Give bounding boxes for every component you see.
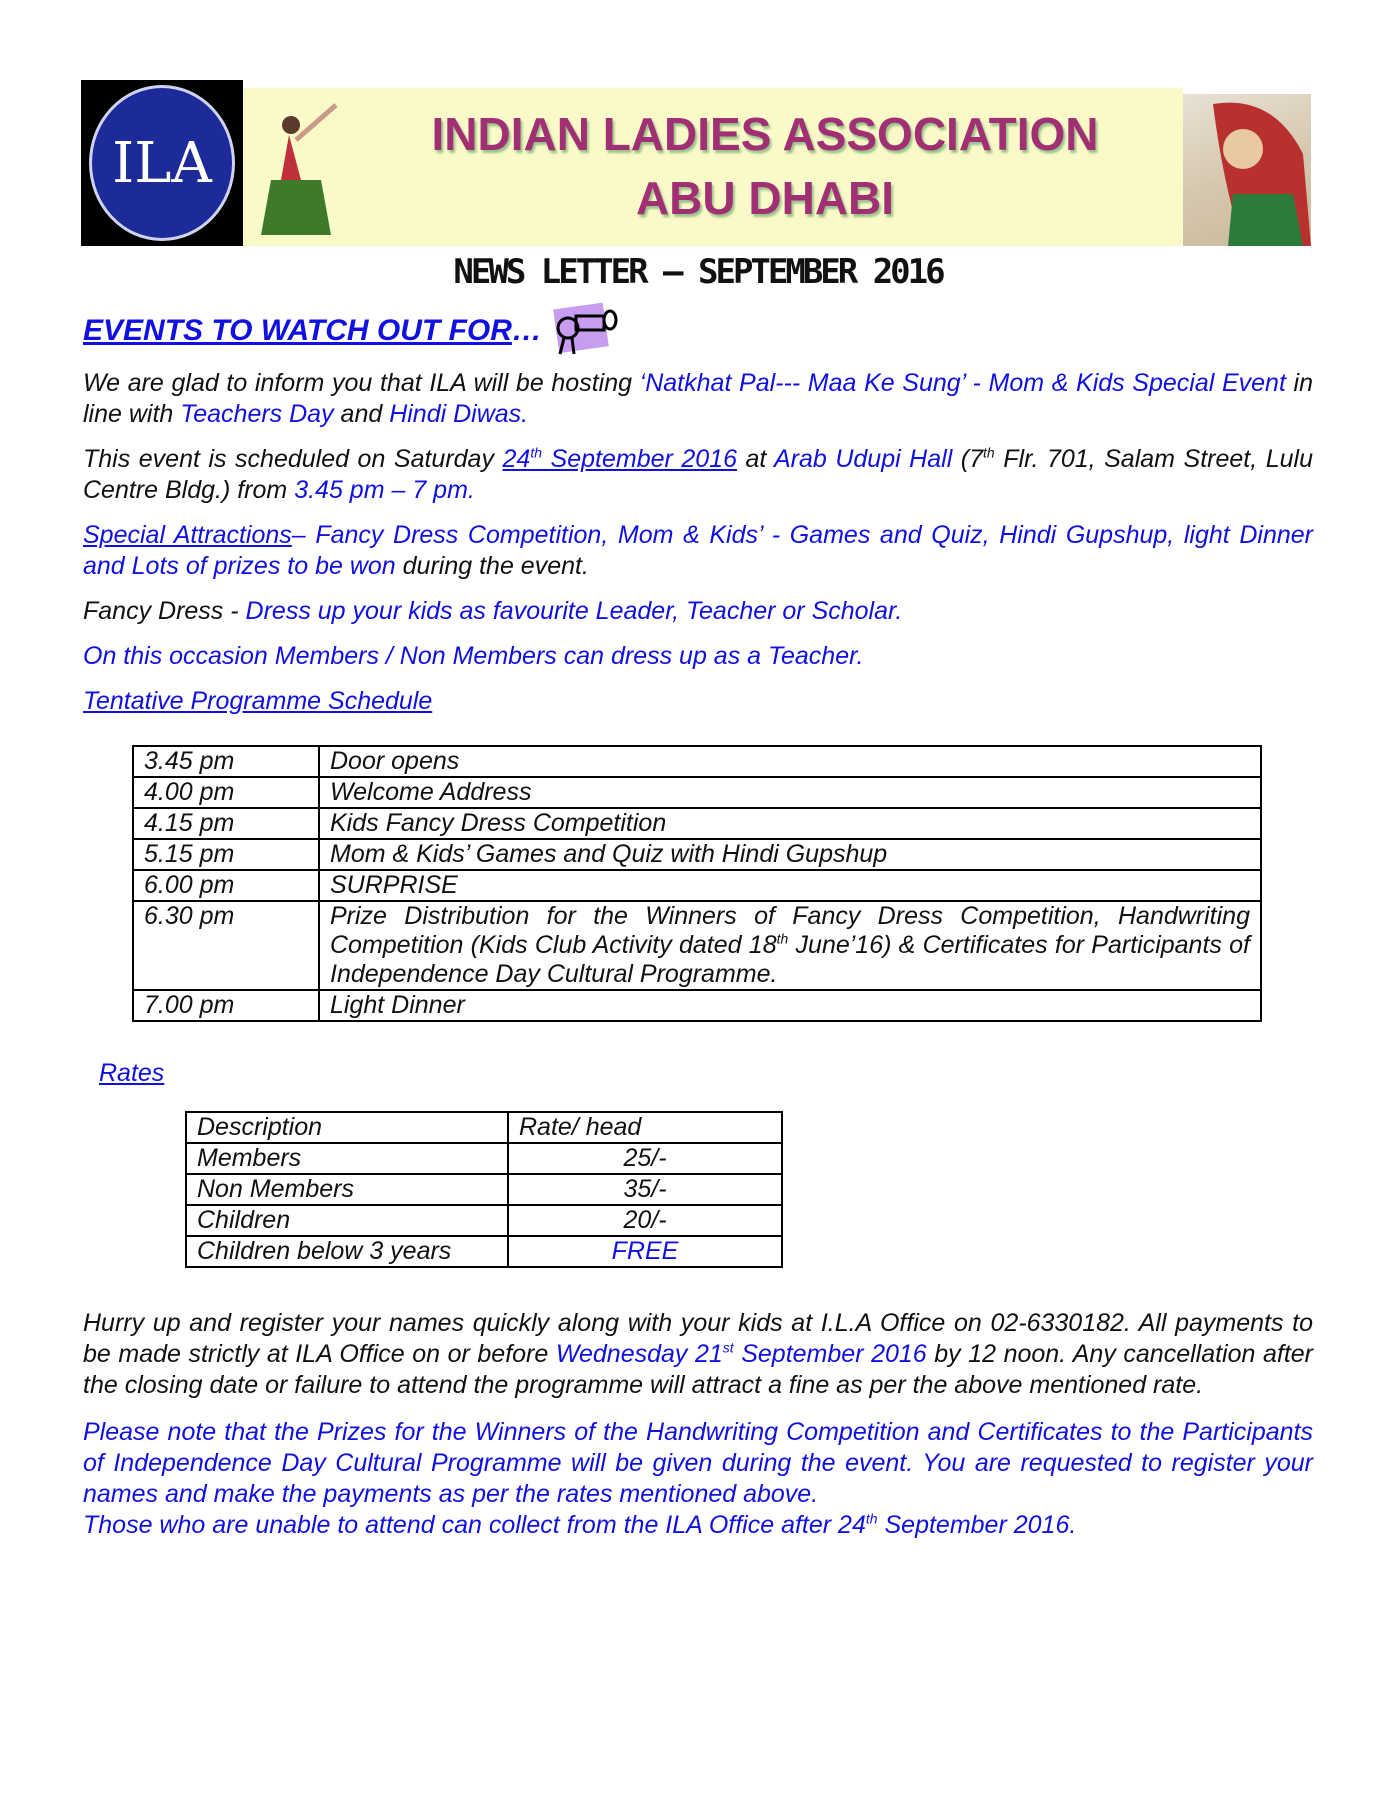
text: (7 — [952, 445, 984, 473]
event-name: ‘Natkhat Pal--- Maa Ke Sung’ - Mom & Kids Special Event — [639, 369, 1286, 397]
schedule-row — [133, 990, 1261, 1021]
schedule-item: Welcome Address — [319, 777, 1261, 808]
rate-value: 25/- — [508, 1143, 782, 1174]
fancy-dress-paragraph — [83, 596, 1313, 627]
sup: th — [983, 444, 995, 461]
text: Please note that the Prizes for the Winners of the Handwriting Competition and Certificates to the Participants of Independence Day Cultural Programme will be given during the event. You are requested to register your names and make the payments as per the rates mentioned above. — [83, 1418, 1313, 1508]
schedule-time: 4.00 pm — [133, 777, 319, 808]
banner-line-1: INDIAN LADIES ASSOCIATION — [431, 108, 1099, 160]
schedule-time: 6.30 pm — [133, 901, 319, 990]
text: We are glad to inform you that ILA will be hosting — [83, 369, 640, 397]
teacher-note: On this occasion Members / Non Members can dress up as a Teacher. — [83, 642, 864, 670]
schedule-row — [133, 839, 1261, 870]
rate-description: Children — [186, 1205, 508, 1236]
schedule-time: 6.00 pm — [133, 870, 319, 901]
schedule-row — [133, 777, 1261, 808]
venue: Arab Udupi Hall — [773, 445, 953, 473]
text: Flr. 701, Salam Street, Lulu Centre Bldg.) from — [83, 445, 1313, 504]
schedule-row — [133, 808, 1261, 839]
ila-logo: ILA — [81, 80, 243, 246]
rates-row — [186, 1205, 782, 1236]
event-date-link[interactable]: 24th September 2016 — [502, 444, 737, 473]
rate-value: FREE — [508, 1236, 782, 1267]
sup: th — [865, 1510, 878, 1527]
schedule-item: Door opens — [319, 746, 1261, 777]
header-description: Description — [186, 1112, 508, 1143]
schedule-time: 5.15 pm — [133, 839, 319, 870]
text: This event is scheduled on Saturday — [83, 445, 503, 473]
schedule-item: Prize Distribution for the Winners of Fancy Dress Competition, Handwriting Competition (Kids Club Activity dated 18th June’16) & Certificates for Participants of Independence Day Cultural Programme. — [319, 901, 1261, 990]
header-rate: Rate/ head — [508, 1112, 782, 1143]
attractions-paragraph — [83, 520, 1313, 582]
schedule-heading-link[interactable]: Tentative Programme Schedule — [83, 687, 433, 715]
schedule-row — [133, 746, 1261, 777]
text: during the event. — [395, 552, 589, 580]
text: by 12 noon. Any cancellation after the closing date or failure to attend the programme will attract a fine as per the above mentioned rate. — [83, 1340, 1313, 1399]
rates-row — [186, 1174, 782, 1205]
schedule-row — [133, 870, 1261, 901]
newsletter-body — [83, 252, 1313, 1541]
dancer-image — [251, 100, 346, 240]
text: Those who are unable to attend can collect from the ILA Office after 24 — [83, 1511, 866, 1539]
rates-table — [185, 1111, 783, 1268]
telescope-character-icon — [550, 302, 620, 360]
schedule-item: Light Dinner — [319, 990, 1261, 1021]
prizes-note — [83, 1417, 1313, 1541]
events-heading — [83, 302, 1313, 360]
lady-painting-image — [1183, 94, 1311, 246]
schedule-item: SURPRISE — [319, 870, 1261, 901]
banner-line-2: ABU DHABI — [635, 172, 895, 224]
rates-heading-link[interactable]: Rates — [99, 1059, 165, 1087]
deadline-date: Wednesday 21st September 2016 — [555, 1339, 927, 1368]
attractions-text: – Fancy Dress Competition, Mom & Kids’ - Games and Quiz, Hindi Gupshup, light Dinner and Lots of prizes to be won — [83, 521, 1313, 580]
schedule-time: 3.45 pm — [133, 746, 319, 777]
heading-ellipsis: … — [511, 314, 542, 347]
newsletter-title: NEWS LETTER – SEPTEMBER 2016 — [453, 252, 943, 292]
rate-value: 20/- — [508, 1205, 782, 1236]
schedule-table — [132, 745, 1262, 1022]
intro-paragraph — [83, 368, 1313, 430]
events-heading-text: EVENTS TO WATCH OUT FOR — [83, 314, 512, 347]
registration-paragraph — [83, 1308, 1313, 1401]
hindi-diwas: Hindi Diwas. — [389, 400, 529, 428]
rate-value: 35/- — [508, 1174, 782, 1205]
text: at — [736, 445, 774, 473]
banner-title-area — [243, 88, 1183, 246]
rate-description: Members — [186, 1143, 508, 1174]
text: September 2016. — [877, 1511, 1077, 1539]
fancy-dress-text: Dress up your kids as favourite Leader, Teacher or Scholar. — [245, 597, 903, 625]
event-time: 3.45 pm – 7 pm. — [294, 476, 475, 504]
rate-description: Children below 3 years — [186, 1236, 508, 1267]
schedule-row — [133, 901, 1261, 990]
text: Hurry up and register your names quickly along with your kids at I.L.A Office on 02-6330182. All payments to be made strictly at ILA Office on or before — [83, 1309, 1313, 1368]
rates-row — [186, 1143, 782, 1174]
schedule-time: 7.00 pm — [133, 990, 319, 1021]
schedule-item: Mom & Kids’ Games and Quiz with Hindi Gupshup — [319, 839, 1261, 870]
text: Fancy Dress - — [83, 597, 246, 625]
text: and — [333, 400, 390, 428]
special-attractions-link[interactable]: Special Attractions — [83, 521, 292, 549]
text: in line with — [83, 369, 1313, 428]
schedule-item: Kids Fancy Dress Competition — [319, 808, 1261, 839]
schedule-time: 4.15 pm — [133, 808, 319, 839]
teachers-day: Teachers Day — [180, 400, 334, 428]
rate-description: Non Members — [186, 1174, 508, 1205]
rates-row — [186, 1236, 782, 1267]
schedule-paragraph — [83, 444, 1313, 506]
rates-header-row — [186, 1112, 782, 1143]
header-banner — [81, 80, 1311, 246]
